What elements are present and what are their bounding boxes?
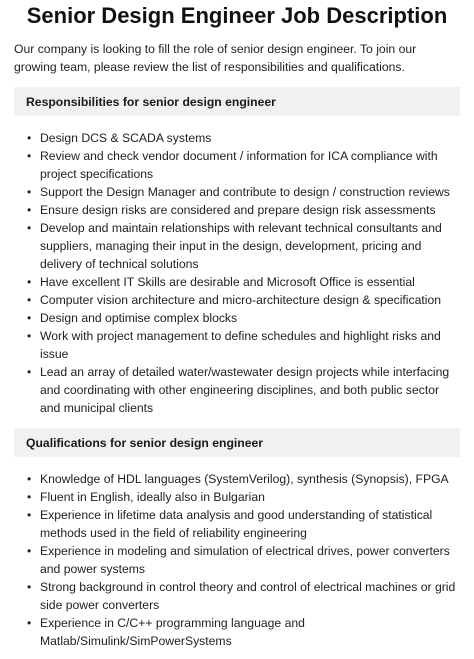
- qualifications-heading: Qualifications for senior design engineer: [14, 428, 460, 457]
- list-item: • Experience in lifetime data analysis and good understanding of statistical methods used in the field of reliability engineering: [26, 506, 460, 542]
- qualifications-list: [14, 470, 460, 650]
- list-item: • Design and optimise complex blocks: [26, 309, 460, 327]
- list-item: • Knowledge of HDL languages (SystemVerilog), synthesis (Synopsis), FPGA: [26, 470, 460, 488]
- list-item: • Fluent in English, ideally also in Bulgarian: [26, 488, 460, 506]
- list-item: • Have excellent IT Skills are desirable and Microsoft Office is essential: [26, 273, 460, 291]
- list-item: • Review and check vendor document / information for ICA compliance with project specifications: [26, 147, 460, 183]
- intro-paragraph: Our company is looking to fill the role of senior design engineer. To join our growing team, please review the list of responsibilities and qualifications.: [14, 42, 417, 74]
- list-item: • Develop and maintain relationships with relevant technical consultants and suppliers, managing their input in the design, development, pricing and delivery of technical solutions: [26, 219, 460, 273]
- list-item: • Lead an array of detailed water/wastewater design projects while interfacing and coordinating with other engineering disciplines, and both public sector and municipal clients: [26, 363, 460, 417]
- list-item: • Support the Design Manager and contribute to design / construction reviews: [26, 183, 460, 201]
- list-item: • Experience in modeling and simulation of electrical drives, power converters and power systems: [26, 542, 460, 578]
- responsibilities-list: [14, 129, 460, 417]
- list-item: • Ensure design risks are considered and prepare design risk assessments: [26, 201, 460, 219]
- list-item: • Design DCS & SCADA systems: [26, 129, 460, 147]
- list-item: • Work with project management to define schedules and highlight risks and issue: [26, 327, 460, 363]
- list-item: • Strong background in control theory and control of electrical machines or grid side power converters: [26, 578, 460, 614]
- page-title: Senior Design Engineer Job Description: [26, 3, 448, 28]
- list-item: • Experience in C/C++ programming language and Matlab/Simulink/SimPowerSystems: [26, 614, 460, 650]
- list-item: • Computer vision architecture and micro-architecture design & specification: [26, 291, 460, 309]
- responsibilities-heading: Responsibilities for senior design engineer: [14, 87, 460, 116]
